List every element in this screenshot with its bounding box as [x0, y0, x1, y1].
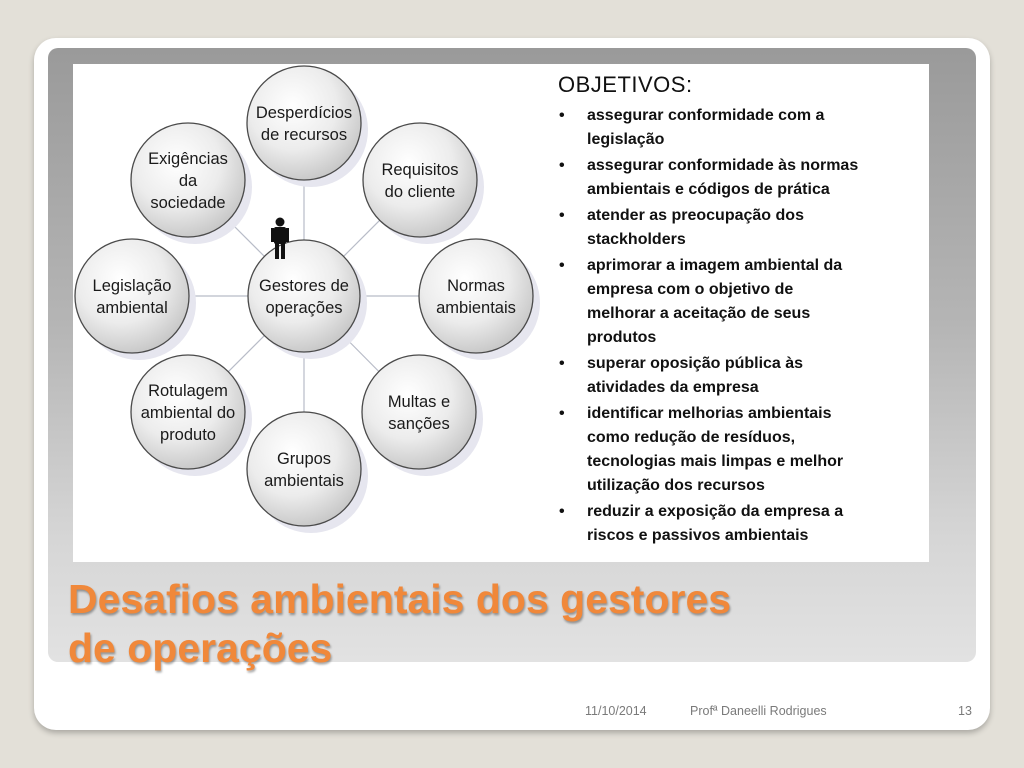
diagram-center-node-label-1: Gestores de: [259, 277, 349, 295]
bullet-icon: •: [559, 405, 565, 422]
objective-item-line: identificar melhorias ambientais: [587, 405, 832, 422]
diagram-center-node-circle: [248, 240, 360, 352]
diagram-node-7-label-2: ambiental: [96, 299, 168, 317]
footer-page-number: 13: [958, 704, 972, 718]
objective-item-2: [555, 154, 927, 202]
objective-item-line: como redução de resíduos,: [587, 429, 796, 446]
objective-item-line: assegurar conformidade com a: [587, 107, 825, 124]
diagram-center-node: [248, 240, 360, 352]
objective-item-line: stackholders: [587, 231, 686, 248]
bullet-icon: •: [559, 355, 565, 372]
bullet-icon: •: [559, 257, 565, 274]
diagram-node-4-label-1: Multas e: [387, 393, 451, 411]
diagram-center-node-label-2: operações: [265, 299, 343, 317]
slide-title-line-2: de operações: [68, 625, 333, 671]
diagram-node-5: [247, 412, 361, 526]
diagram-node-4-label-2: sanções: [388, 415, 450, 433]
bullet-icon: •: [559, 107, 565, 124]
objective-item-line: reduzir a exposição da empresa a: [587, 503, 844, 520]
diagram-node-2: [363, 123, 477, 237]
bullet-icon: •: [559, 207, 565, 224]
diagram-node-1: [247, 66, 361, 180]
objective-item-line: superar oposição pública às: [587, 355, 804, 372]
objective-item-line: riscos e passivos ambientais: [587, 527, 809, 544]
diagram-node-8: [131, 123, 245, 237]
objective-item-line: atender as preocupação dos: [587, 207, 804, 224]
diagram-node-8-label-1: Exigências: [148, 150, 228, 168]
objective-item-5: [555, 352, 927, 400]
diagram-node-4: [362, 355, 476, 469]
objective-item-line: legislação: [587, 131, 665, 148]
slide-title: [68, 575, 968, 673]
slide-title-line-1: Desafios ambientais dos gestores: [68, 576, 732, 622]
objective-item-6: [555, 402, 927, 498]
diagram-node-1-circle: [247, 66, 361, 180]
objective-item-4: [555, 254, 927, 350]
objective-item-line: assegurar conformidade às normas: [587, 157, 859, 174]
diagram-node-7: [75, 239, 189, 353]
objective-item-line: melhorar a aceitação de seus: [587, 305, 811, 322]
objective-item-3: [555, 204, 927, 252]
diagram-node-4-circle: [362, 355, 476, 469]
diagram-node-6: [131, 355, 245, 469]
objective-item-line: produtos: [587, 329, 657, 346]
objectives-panel: [555, 68, 927, 550]
objective-item-1: [555, 104, 927, 152]
diagram-node-8-label-3: sociedade: [150, 194, 226, 212]
objective-item-line: aprimorar a imagem ambiental da: [587, 257, 843, 274]
objective-item-line: atividades da empresa: [587, 379, 759, 396]
diagram-node-7-circle: [75, 239, 189, 353]
diagram-node-2-circle: [363, 123, 477, 237]
diagram-node-6-label-3: produto: [160, 426, 216, 444]
objective-item-7: [555, 500, 927, 548]
bullet-icon: •: [559, 503, 565, 520]
diagram-node-3-circle: [419, 239, 533, 353]
objective-item-line: empresa com o objetivo de: [587, 281, 794, 298]
diagram-node-3-label-2: ambientais: [436, 299, 516, 317]
diagram-node-3: [419, 239, 533, 353]
diagram-node-5-label-1: Grupos: [276, 450, 332, 468]
bullet-icon: •: [559, 157, 565, 174]
diagram-node-6-label-1: Rotulagem: [148, 382, 228, 400]
diagram-node-7-label-1: Legislação: [92, 277, 172, 295]
objective-item-line: utilização dos recursos: [587, 477, 765, 494]
objective-item-line: ambientais e códigos de prática: [587, 181, 830, 198]
diagram-node-6-label-2: ambiental do: [140, 404, 236, 422]
diagram-node-5-circle: [247, 412, 361, 526]
objective-item-line: tecnologias mais limpas e melhor: [587, 453, 844, 470]
stakeholder-diagram: [73, 64, 553, 562]
objectives-list: [555, 104, 927, 548]
diagram-node-3-label-1: Normas: [447, 277, 505, 295]
diagram-node-5-label-2: ambientais: [264, 472, 344, 490]
footer-author: Profª Daneelli Rodrigues: [690, 704, 827, 718]
diagram-node-8-label-2: da: [178, 172, 198, 190]
objectives-heading: OBJETIVOS:: [558, 72, 693, 97]
diagram-picture: [73, 64, 929, 562]
diagram-node-1-label-2: de recursos: [260, 126, 348, 144]
diagram-node-2-label-1: Requisitos: [381, 161, 459, 179]
footer-date: 11/10/2014: [585, 704, 647, 718]
diagram-node-2-label-2: do cliente: [384, 183, 456, 201]
diagram-node-1-label-1: Desperdícios: [255, 104, 353, 122]
